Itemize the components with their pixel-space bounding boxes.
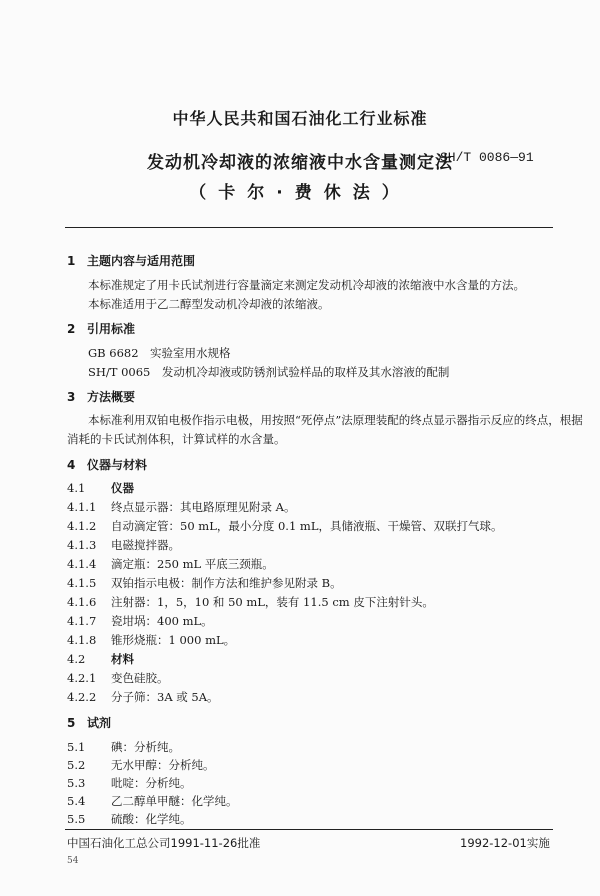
item-number: 4.1.4 <box>67 557 97 571</box>
item-number: 4.1.1 <box>67 500 97 514</box>
item-5-3 <box>67 775 192 791</box>
item-4-2-2 <box>67 689 219 705</box>
implementation-date: 1992-12-01实施 <box>460 836 550 850</box>
item-text: 双铂指示电极：制作方法和维护参见附录 B。 <box>111 576 342 590</box>
section-title: 方法概要 <box>87 390 136 404</box>
item-text: 碘：分析纯。 <box>111 740 180 754</box>
page-number: 54 <box>67 856 79 866</box>
item-5-5 <box>67 811 192 827</box>
item-text: 无水甲醇：分析纯。 <box>111 758 215 772</box>
item-4-1-6 <box>67 594 434 610</box>
item-number: 4.1.3 <box>67 538 97 552</box>
section-title: 试剂 <box>87 716 112 730</box>
item-text: 自动滴定管：50 mL，最小分度 0.1 mL，具储液瓶、干燥管、双联打气球。 <box>111 519 503 533</box>
section-title: 主题内容与适用范围 <box>87 254 196 268</box>
item-text: 滴定瓶：250 mL 平底三颈瓶。 <box>111 557 274 571</box>
section-number: 3 <box>67 390 76 404</box>
item-4-1-5 <box>67 575 342 591</box>
item-text: 电磁搅拌器。 <box>111 538 180 552</box>
section-1-paragraph-2: 本标准适用于乙二醇型发动机冷却液的浓缩液。 <box>88 297 330 311</box>
item-text: 吡啶：分析纯。 <box>111 776 192 790</box>
item-number: 4.2.1 <box>67 671 97 685</box>
item-5-1 <box>67 739 180 755</box>
item-number: 4.1.2 <box>67 519 97 533</box>
item-text: 乙二醇单甲醚：化学纯。 <box>111 794 238 808</box>
reference-sht0065: SH/T 0065 发动机冷却液或防锈剂试验样品的取样及其水溶液的配制 <box>88 365 450 379</box>
item-4-1-3 <box>67 537 180 553</box>
item-number: 5.5 <box>67 812 86 826</box>
subsection-4-1 <box>67 480 134 496</box>
item-5-4 <box>67 793 238 809</box>
item-number: 4.1.8 <box>67 633 97 647</box>
section-title: 引用标准 <box>87 322 136 336</box>
section-3-paragraph-line-1: 本标准利用双铂电极作指示电极，用按照“死停点”法原理装配的终点显示器指示反应的终点，根据 <box>88 413 583 427</box>
item-text: 材料 <box>111 652 134 666</box>
item-number: 4.2.2 <box>67 690 97 704</box>
item-text: 瓷坩埚：400 mL。 <box>111 614 213 628</box>
section-title: 仪器与材料 <box>87 458 148 472</box>
item-text: 硫酸：化学纯。 <box>111 812 192 826</box>
item-5-2 <box>67 757 215 773</box>
item-4-1-7 <box>67 613 213 629</box>
item-number: 4.2 <box>67 652 86 666</box>
section-number: 2 <box>67 322 76 336</box>
item-text: 终点显示器：其电路原理见附录 A。 <box>111 500 296 514</box>
item-text: 注射器：1，5，10 和 50 mL，装有 11.5 cm 皮下注射针头。 <box>111 595 434 609</box>
item-number: 4.1.7 <box>67 614 97 628</box>
item-4-1-4 <box>67 556 274 572</box>
section-number: 4 <box>67 458 76 472</box>
section-3-paragraph-line-2: 消耗的卡氏试剂体积，计算试样的水含量。 <box>67 432 286 446</box>
item-number: 5.1 <box>67 740 86 754</box>
item-text: 仪器 <box>111 481 134 495</box>
item-number: 5.4 <box>67 794 86 808</box>
item-number: 5.3 <box>67 776 86 790</box>
document-title: 发动机冷却液的浓缩液中水含量测定法 <box>147 153 453 173</box>
approval-line: 中国石油化工总公司1991-11-26批准 <box>67 836 261 850</box>
item-text: 锥形烧瓶：1 000 mL。 <box>111 633 236 647</box>
item-4-1-2 <box>67 518 502 534</box>
header-divider <box>65 227 553 228</box>
section-4-heading <box>67 456 147 473</box>
item-4-1-1 <box>67 499 295 515</box>
item-4-1-8 <box>67 632 235 648</box>
item-number: 5.2 <box>67 758 86 772</box>
item-number: 4.1.6 <box>67 595 97 609</box>
footer-divider <box>65 829 553 830</box>
item-number: 4.1.5 <box>67 576 97 590</box>
section-3-heading <box>67 388 135 405</box>
item-text: 变色硅胶。 <box>111 671 169 685</box>
reference-gb6682: GB 6682 实验室用水规格 <box>88 346 231 360</box>
industry-standard-heading: 中华人民共和国石油化工行业标准 <box>172 109 428 128</box>
section-2-heading <box>67 320 135 337</box>
subsection-4-2 <box>67 651 134 667</box>
item-number: 4.1 <box>67 481 86 495</box>
item-4-2-1 <box>67 670 169 686</box>
item-text: 分子筛：3A 或 5A。 <box>111 690 219 704</box>
section-number: 1 <box>67 254 76 268</box>
section-5-heading <box>67 714 111 731</box>
standard-number: SH/T 0086—91 <box>440 150 534 165</box>
section-number: 5 <box>67 716 76 730</box>
document-subtitle: （卡尔·费休法） <box>189 183 411 203</box>
section-1-paragraph-1: 本标准规定了用卡氏试剂进行容量滴定来测定发动机冷却液的浓缩液中水含量的方法。 <box>88 278 525 292</box>
section-1-heading <box>67 252 195 269</box>
